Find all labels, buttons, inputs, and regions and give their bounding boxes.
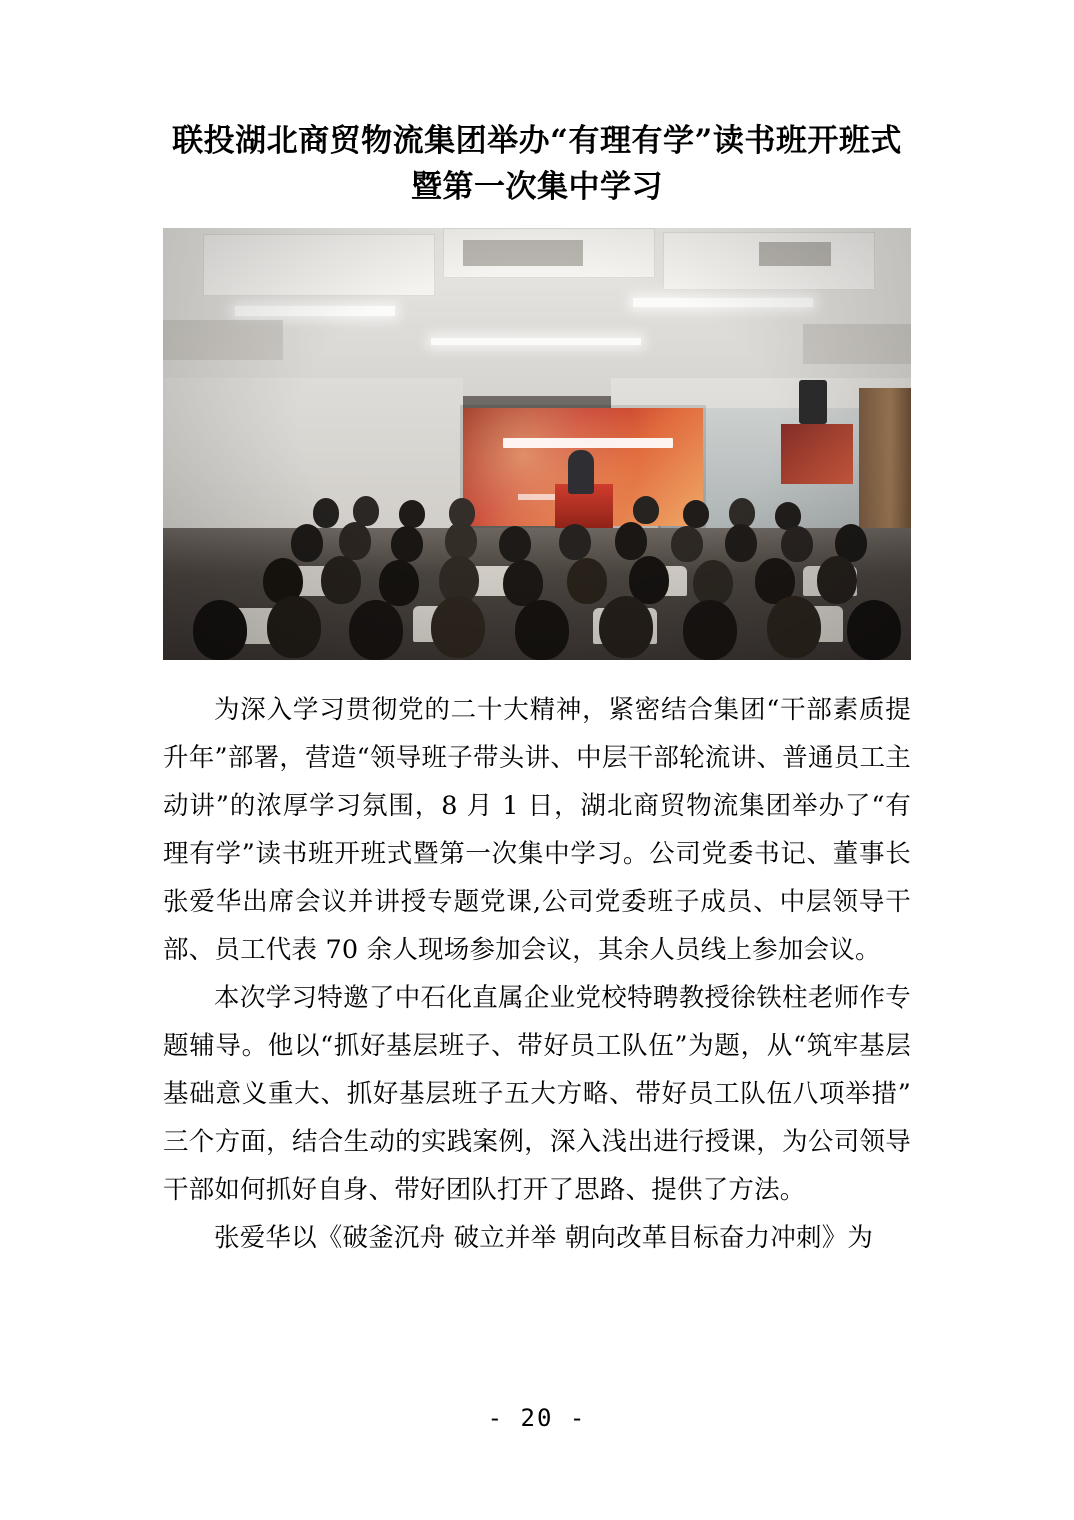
page-content	[163, 118, 911, 1262]
photo-audience-crowd	[163, 496, 911, 660]
page-number: - 20 -	[487, 1404, 587, 1432]
photo-presenter	[568, 450, 594, 494]
photo-side-screen	[781, 424, 853, 484]
page-title	[163, 118, 911, 210]
page-title-line-2: 暨第一次集中学习	[411, 169, 663, 205]
page-title-line-1: 联投湖北商贸物流集团举办“有理有学”读书班开班式	[172, 123, 902, 159]
photo-ceiling	[163, 228, 911, 396]
article-photo	[163, 228, 911, 660]
article-body	[163, 686, 911, 1262]
paragraph-2: 本次学习特邀了中石化直属企业党校特聘教授徐铁柱老师作专题辅导。他以“抓好基层班子、带好员工队伍”为题，从“筑牢基层基础意义重大、抓好基层班子五大方略、带好员工队伍八项举措”三个方面，结合生动的实践案例，深入浅出进行授课，为公司领导干部如何抓好自身、带好团队打开了思路、提供了方法。	[163, 983, 911, 1205]
paragraph-3: 张爱华以《破釜沉舟 破立并举 朝向改革目标奋力冲刺》为	[214, 1223, 874, 1253]
photo-wall-speaker	[799, 380, 827, 424]
paragraph-1: 为深入学习贯彻党的二十大精神，紧密结合集团“干部素质提升年”部署，营造“领导班子带头讲、中层干部轮流讲、普通员工主动讲”的浓厚学习氛围，8 月 1 日，湖北商贸物流集团举办了“有理有学”读书班开班式暨第一次集中学习。公司党委书记、董事长张爱华出席会议并讲授专题党课,公司党委班子成员、中层领导干部、员工代表 70 余人现场参加会议，其余人员线上参加会议。	[163, 695, 911, 965]
